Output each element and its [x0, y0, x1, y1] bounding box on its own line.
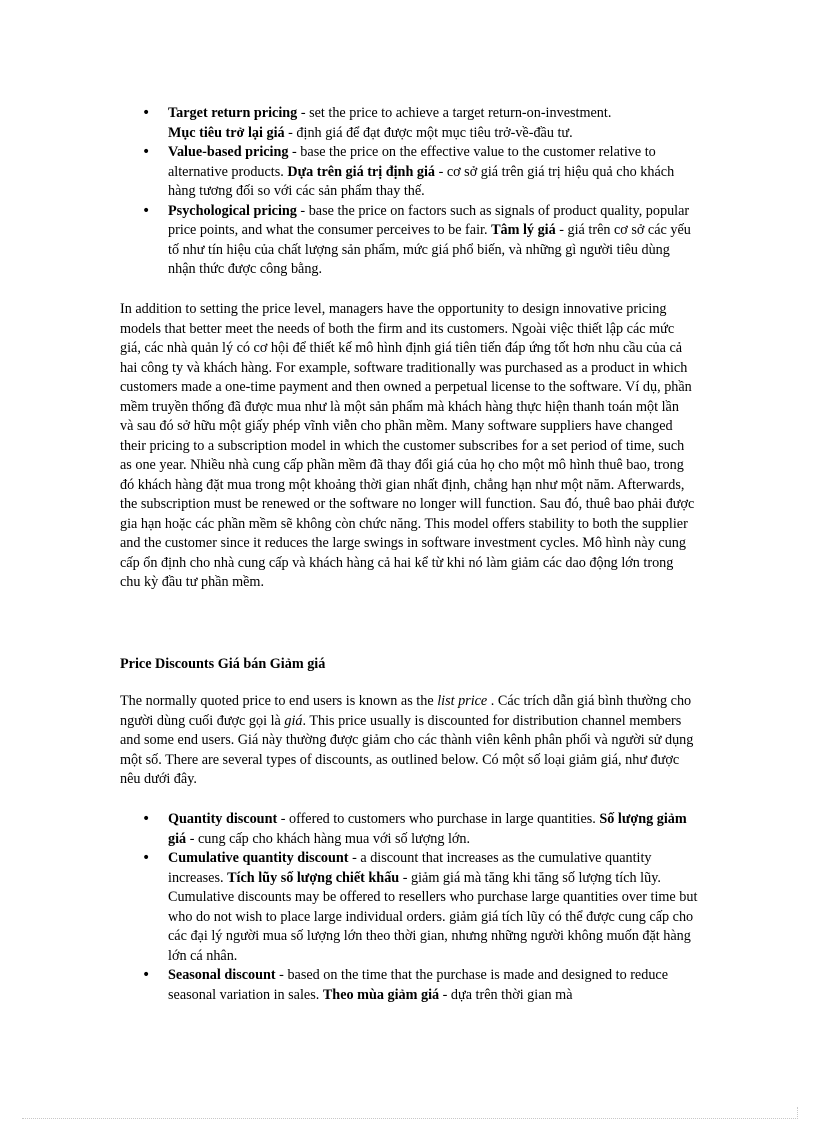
pricing-methods-list — [120, 104, 700, 280]
discount-types-list — [120, 810, 700, 1005]
list-item: • Cumulative quantity discount - a discount that increases as the cumulative quantity increases. Tích lũy số lượng chiết khấu - giảm giá mà tăng khi tăng số lượng tích lũy. Cumulative discounts may be offered to resellers who purchase large quantities over time but who do not wish to place large individual orders. giảm giá tích lũy có thể được cung cấp cho các đại lý người mua số lượng lớn theo thời gian, nhưng những người không muốn đặt hàng lớn cá nhân. — [120, 849, 700, 966]
list-item-term: Cumulative quantity discount — [168, 850, 349, 866]
list-item: • Quantity discount - offered to customers who purchase in large quantities. Số lượng giảm giá - cung cấp cho khách hàng mua với số lượng lớn. — [120, 810, 700, 849]
intro-paragraph: In addition to setting the price level, managers have the opportunity to design innovative pricing models that better meet the needs of both the firm and its customers. Ngoài việc thiết lập các mức giá, các nhà quản lý có cơ hội để thiết kế mô hình định giá tiên tiến đáp ứng tốt hơn nhu cầu của cả hai công ty và khách hàng. For example, software traditionally was purchased as a product in which customers made a one-time payment and then owned a perpetual license to the software. Ví dụ, phần mềm truyền thống đã được mua như là một sản phẩm mà khách hàng thực hiện thanh toán một lần và sau đó sở hữu một giấy phép vĩnh viễn cho phần mềm. Many software suppliers have changed their pricing to a subscription model in which the customer subscribes for a set period of time, such as one year. Nhiều nhà cung cấp phần mềm đã thay đổi giá của họ cho một mô hình thuê bao, trong đó khách hàng đặt mua trong một khoảng thời gian nhất định, chẳng hạn như một năm. Afterwards, the subscription must be renewed or the software no longer will function. Sau đó, thuê bao phải được gia hạn hoặc các phần mềm sẽ không còn chức năng. This model offers stability to both the supplier and the customer since it reduces the large swings in software investment cycles. Mô hình này cung cấp ổn định cho nhà cung cấp và khách hàng cả hai kể từ khi nó làm giảm các dao động lớn trong chu kỳ đầu tư phần mềm. — [120, 301, 695, 590]
list-item-term-vi: Số lượng giảm giá — [168, 811, 687, 847]
list-item-term-vi: Theo mùa giảm giá — [322, 986, 440, 1003]
gia-term: giá — [284, 712, 303, 729]
list-item-term: Value-based pricing — [168, 144, 289, 160]
list-price-paragraph: The normally quoted price to end users is known as the list price . Các trích dẫn giá bình thường cho người dùng cuối được gọi là giá. This price usually is discounted for distribution channel members and some end users. Giá này thường được giảm cho các thành viên kênh phân phối và người sử dụng một số. There are several types of discounts, as outlined below. Có một số loại giảm giá, như được nêu dưới đây. — [120, 693, 694, 787]
section-heading: Price Discounts Giá bán Giảm giá — [120, 656, 326, 672]
list-item-term: Psychological pricing — [168, 202, 297, 219]
list-item-term: Quantity discount — [168, 811, 278, 827]
list-item-term-vi: Dựa trên giá trị định giá — [287, 163, 436, 180]
list-item: • Value-based pricing - base the price on the effective value to the customer relative to alternative products. Dựa trên giá trị định giá - cơ sở giá trên giá trị hiệu quả cho khách hàng tương đối so với các sản phẩm thay thế. — [120, 143, 700, 202]
list-item-term-vi: Mục tiêu trở lại giá — [168, 124, 285, 141]
list-item: • Seasonal discount - based on the time that the purchase is made and designed to reduce seasonal variation in sales. Theo mùa giảm giá - dựa trên thời gian mà — [120, 966, 700, 1005]
page-bottom-border — [22, 1118, 798, 1119]
list-item: • Psychological pricing - base the price on factors such as signals of product quality, popular price points, and what the consumer perceives to be fair. Tâm lý giá - giá trên cơ sở các yếu tố như tín hiệu của chất lượng sản phẩm, mức giá phổ biến, và những gì người tiêu dùng nhận thức được công bằng. — [120, 202, 700, 280]
list-price-term: list price — [437, 693, 488, 709]
list-item-term: Target return pricing — [168, 105, 298, 121]
page-corner-mark — [797, 1107, 798, 1119]
list-item: • Target return pricing - set the price to achieve a target return-on-investment. Mục tiêu trở lại giá - định giá để đạt được một mục tiêu trở-về-đầu tư. — [120, 104, 700, 143]
list-item-term-vi: Tâm lý giá — [491, 222, 556, 238]
list-item-term-vi: Tích lũy số lượng chiết khấu — [227, 869, 400, 886]
list-item-term: Seasonal discount — [168, 967, 276, 983]
